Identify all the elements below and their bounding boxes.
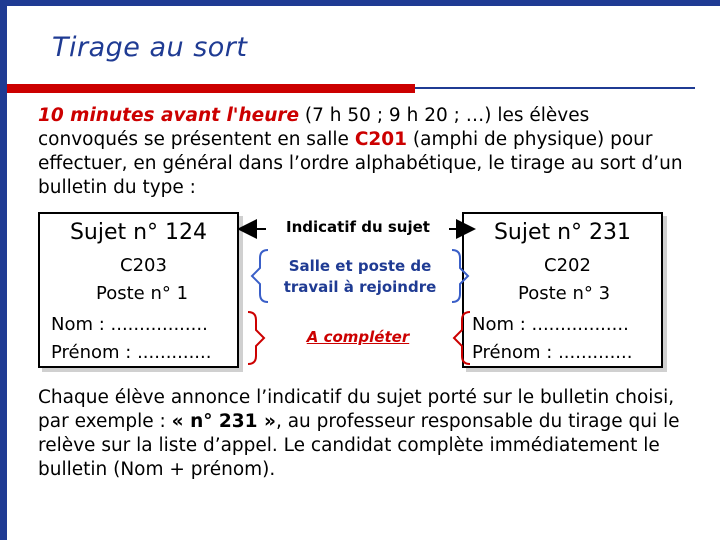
label-a-completer: A compléter [306,328,410,346]
card-left-poste: Poste n° 1 [96,283,189,304]
card-right-salle: C202 [544,255,591,276]
label-indicatif: Indicatif du sujet [286,218,430,236]
intro-text-2: (amphi de physique) pour effectuer, en général dans l’ordre alphabétique, le tirage au sort d’un bulletin du type : [38,129,683,198]
intro-lead: 10 minutes avant l'heure [38,105,300,126]
card-right-poste: Poste n° 3 [518,283,611,304]
label-salle-line1: Salle et poste de [288,257,432,275]
bracket-completer-left-icon [248,312,264,364]
card-left-nom: Nom : ................. [51,314,208,335]
card-right-sujet: Sujet n° 231 [493,220,632,245]
intro-room: C201 [354,129,408,150]
outro-text-1: Chaque élève annonce l’indicatif du sujet porté sur le bulletin choisi, par exemple : [38,387,675,432]
card-left-prenom: Prénom : ............. [51,342,212,363]
outro-paragraph [38,386,688,482]
bracket-completer-right-icon [454,312,470,364]
bracket-salle-left-icon [252,250,268,302]
intro-text-1: (7 h 50 ; 9 h 20 ; …) les élèves convoqués se présentent en salle [38,105,590,150]
bracket-salle-right-icon [452,250,468,302]
slide-title: Tirage au sort [52,32,248,63]
outro-text-2: , au professeur responsable du tirage qui le relève sur la liste d’appel. Le candidat complète immédiatement le bulletin (Nom + prénom). [38,411,680,480]
card-right-nom: Nom : ................. [472,314,629,335]
card-left-salle: C203 [120,255,167,276]
card-right-prenom: Prénom : ............. [472,342,633,363]
outro-example: « n° 231 » [171,411,276,432]
label-salle-line2: travail à rejoindre [283,278,437,296]
card-left-sujet: Sujet n° 124 [69,220,208,245]
